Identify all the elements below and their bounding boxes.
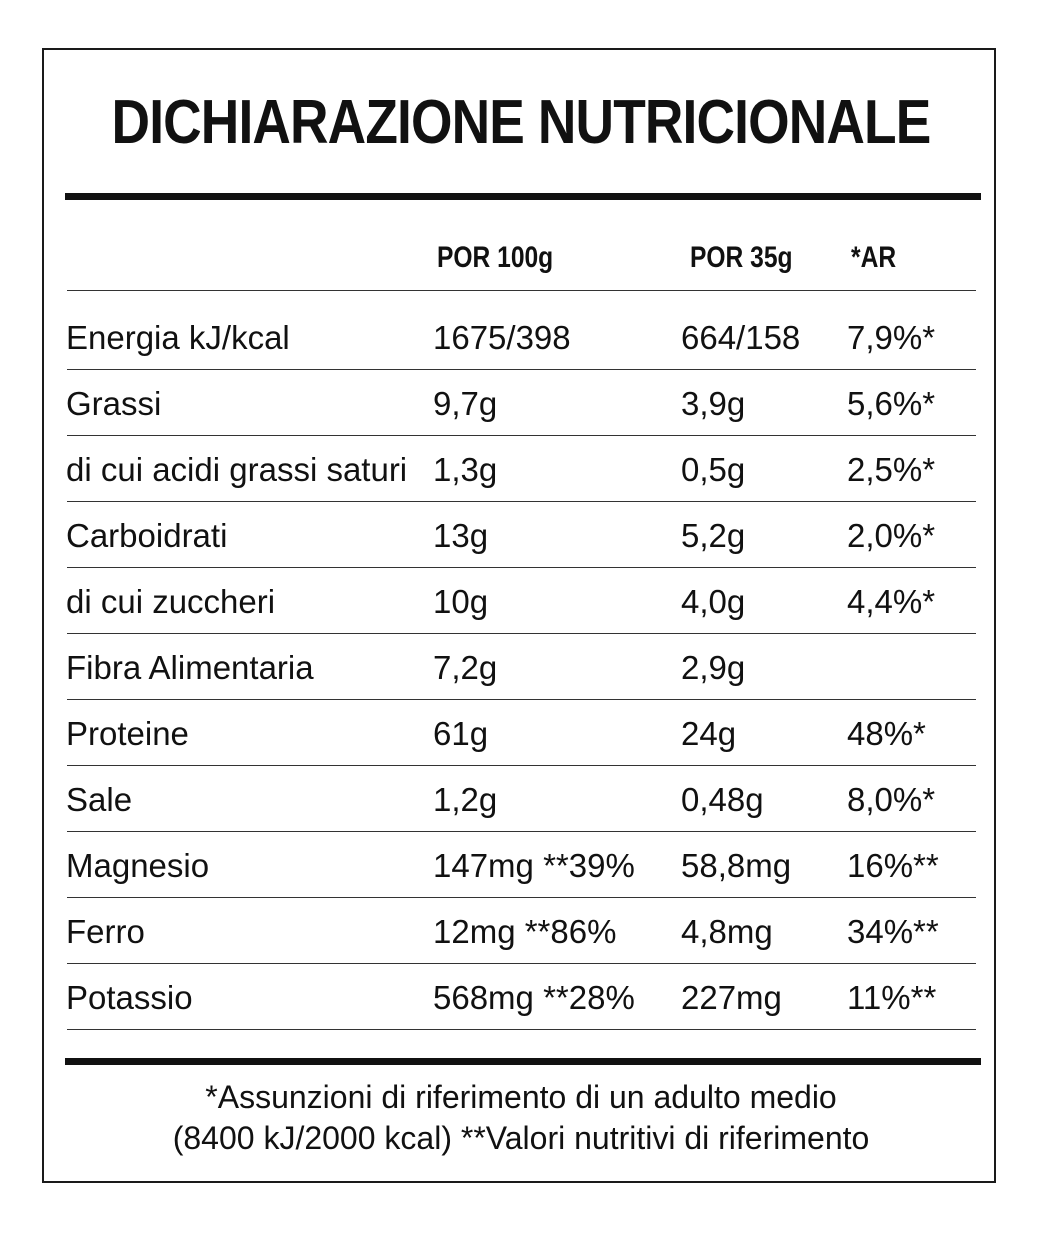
- header-divider: [67, 290, 976, 291]
- nutrient-name: Fibra Alimentaria: [66, 649, 314, 686]
- value-per-35g: 0,48g: [681, 781, 764, 818]
- footnote-line-2: (8400 kJ/2000 kcal) **Valori nutritivi di riferimento: [172, 1120, 870, 1156]
- bottom-divider: [65, 1058, 981, 1065]
- value-per-100g: 568mg **28%: [433, 979, 635, 1016]
- table-row: [0, 766, 1042, 832]
- value-per-35g: 58,8mg: [681, 847, 792, 884]
- table-row: [0, 832, 1042, 898]
- value-per-100g: 13g: [433, 517, 489, 554]
- value-ar: 16%**: [847, 847, 939, 884]
- value-per-35g: 2,9g: [681, 649, 746, 686]
- nutrient-name: Potassio: [66, 979, 193, 1016]
- value-per-35g: 664/158: [681, 319, 801, 356]
- value-per-100g: 7,2g: [433, 649, 498, 686]
- value-per-100g: 61g: [433, 715, 489, 752]
- value-ar: 8,0%*: [847, 781, 936, 818]
- value-per-100g: 9,7g: [433, 385, 498, 422]
- value-per-100g: 1,2g: [433, 781, 498, 818]
- value-ar: 2,0%*: [847, 517, 936, 554]
- value-per-100g: 1,3g: [433, 451, 498, 488]
- row-divider: [67, 1029, 976, 1030]
- value-ar: 48%*: [847, 715, 926, 752]
- table-row: [0, 502, 1042, 568]
- nutrient-name: Magnesio: [66, 847, 210, 884]
- value-per-100g: 10g: [433, 583, 489, 620]
- value-per-100g: 147mg **39%: [433, 847, 635, 884]
- page-title: DICHIARAZIONE NUTRICIONALE: [111, 88, 931, 157]
- nutrient-name: Proteine: [66, 715, 189, 752]
- value-per-100g: 12mg **86%: [433, 913, 617, 950]
- table-row: [0, 898, 1042, 964]
- value-per-35g: 24g: [681, 715, 737, 752]
- value-ar: 5,6%*: [847, 385, 936, 422]
- value-per-100g: 1675/398: [433, 319, 571, 356]
- nutrient-name: Energia kJ/kcal: [66, 319, 290, 356]
- value-ar: 11%**: [847, 979, 937, 1016]
- value-per-35g: 5,2g: [681, 517, 746, 554]
- value-ar: 4,4%*: [847, 583, 936, 620]
- table-row: [0, 700, 1042, 766]
- footnote-line-1: *Assunzioni di riferimento di un adulto medio: [205, 1079, 837, 1115]
- value-per-35g: 227mg: [681, 979, 782, 1016]
- nutrient-name: Sale: [66, 781, 133, 818]
- nutrient-name: Grassi: [66, 385, 162, 422]
- value-per-35g: 4,8mg: [681, 913, 773, 950]
- table-row: [0, 436, 1042, 502]
- nutrient-name: Ferro: [66, 913, 145, 950]
- header-ar: *AR: [851, 241, 897, 274]
- table-row: [0, 634, 1042, 700]
- header-per-35g: POR 35g: [690, 241, 793, 274]
- value-per-35g: 0,5g: [681, 451, 746, 488]
- table-row: [0, 304, 1042, 370]
- value-per-35g: 3,9g: [681, 385, 746, 422]
- nutrient-name: di cui zuccheri: [66, 583, 276, 620]
- header-per-100g: POR 100g: [437, 241, 554, 274]
- table-row: [0, 370, 1042, 436]
- value-ar: 2,5%*: [847, 451, 936, 488]
- value-per-35g: 4,0g: [681, 583, 746, 620]
- nutrient-name: Carboidrati: [66, 517, 228, 554]
- top-divider: [65, 193, 981, 200]
- table-row: [0, 568, 1042, 634]
- nutrient-name: di cui acidi grassi saturi: [66, 451, 408, 488]
- value-ar: 7,9%*: [847, 319, 936, 356]
- value-ar: 34%**: [847, 913, 939, 950]
- table-row: [0, 964, 1042, 1030]
